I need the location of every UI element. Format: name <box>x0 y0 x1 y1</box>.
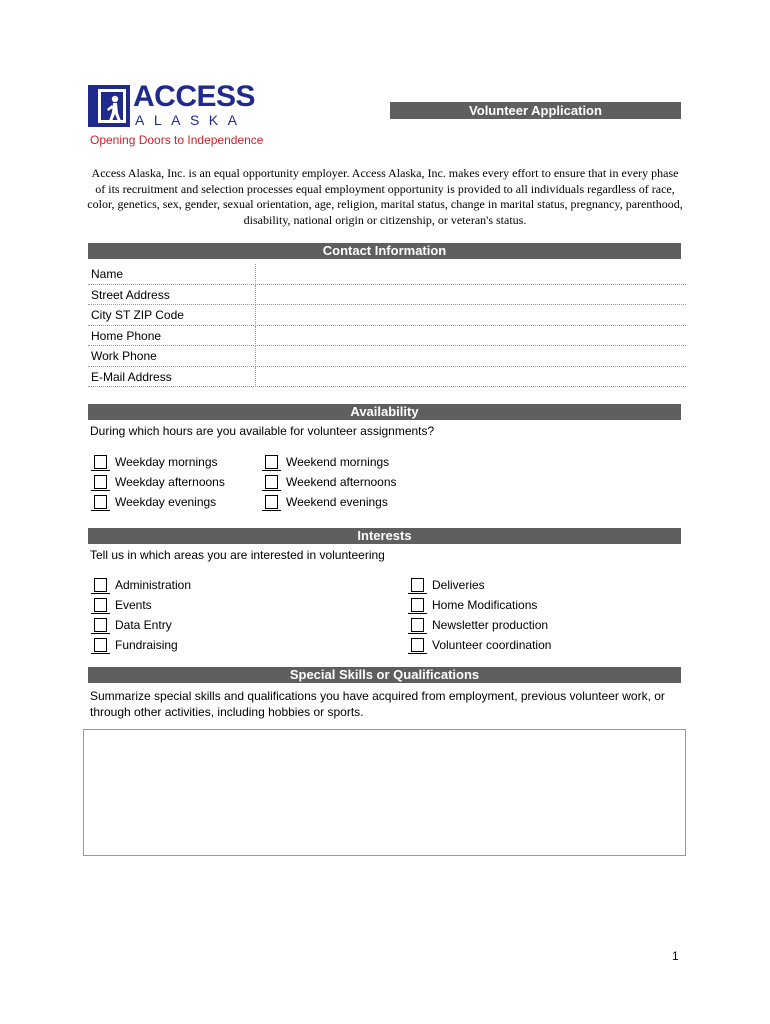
checkbox-volunteer-coordination[interactable] <box>411 635 551 655</box>
contact-label: Work Phone <box>91 349 157 363</box>
checkbox-box[interactable] <box>265 495 278 509</box>
checkbox-fundraising[interactable] <box>94 635 191 655</box>
checkbox-box[interactable] <box>265 475 278 489</box>
interests-left-group <box>94 575 191 655</box>
contact-label: E-Mail Address <box>91 369 172 384</box>
page-number: 1 <box>672 949 679 963</box>
street-address-field[interactable] <box>255 285 686 306</box>
contact-row-work-phone <box>88 346 686 367</box>
checkbox-data-entry[interactable] <box>94 615 191 635</box>
checkbox-deliveries[interactable] <box>411 575 551 595</box>
checkbox-box[interactable] <box>94 638 107 652</box>
name-field[interactable] <box>255 264 686 285</box>
checkbox-label: Events <box>115 598 152 612</box>
checkbox-weekday-afternoons[interactable] <box>94 472 225 492</box>
checkbox-box[interactable] <box>94 495 107 509</box>
checkbox-weekend-afternoons[interactable] <box>265 472 397 492</box>
checkbox-weekend-mornings[interactable] <box>265 452 397 472</box>
contact-label: Home Phone <box>91 328 162 343</box>
email-field[interactable] <box>255 367 686 388</box>
checkbox-weekday-mornings[interactable] <box>94 452 225 472</box>
logo-subword: ALASKA <box>135 112 247 128</box>
work-phone-field[interactable] <box>255 346 686 367</box>
home-phone-field[interactable] <box>255 326 686 347</box>
checkbox-administration[interactable] <box>94 575 191 595</box>
contact-table <box>88 264 686 387</box>
checkbox-label: Data Entry <box>115 618 172 632</box>
checkbox-weekday-evenings[interactable] <box>94 492 225 512</box>
checkbox-label: Home Modifications <box>432 598 538 612</box>
skills-heading: Special Skills or Qualifications <box>88 667 681 683</box>
checkbox-label: Administration <box>115 578 192 592</box>
availability-heading: Availability <box>88 404 681 420</box>
checkbox-newsletter-production[interactable] <box>411 615 551 635</box>
contact-label: Street Address <box>91 287 170 302</box>
checkbox-label: Fundraising <box>115 638 178 652</box>
checkbox-box[interactable] <box>411 618 424 632</box>
checkbox-label: Weekend evenings <box>286 495 388 509</box>
checkbox-home-modifications[interactable] <box>411 595 551 615</box>
interests-right-group <box>411 575 551 655</box>
checkbox-label: Newsletter production <box>432 618 549 632</box>
availability-weekend-group <box>265 452 397 512</box>
logo-mark-icon <box>88 85 130 127</box>
contact-row-street <box>88 285 686 306</box>
availability-weekday-group <box>94 452 225 512</box>
checkbox-box[interactable] <box>265 455 278 469</box>
checkbox-box[interactable] <box>411 598 424 612</box>
availability-prompt: During which hours are you available for volunteer assignments? <box>90 424 435 438</box>
checkbox-box[interactable] <box>94 618 107 632</box>
tagline: Opening Doors to Independence <box>90 133 264 147</box>
checkbox-weekend-evenings[interactable] <box>265 492 397 512</box>
checkbox-box[interactable] <box>94 578 107 592</box>
form-title: Volunteer Application <box>390 102 681 119</box>
checkbox-box[interactable] <box>94 598 107 612</box>
checkbox-label: Weekday afternoons <box>115 475 225 489</box>
interests-prompt: Tell us in which areas you are interested in volunteering <box>90 548 385 562</box>
contact-row-home-phone <box>88 326 686 347</box>
city-st-zip-field[interactable] <box>255 305 686 326</box>
checkbox-events[interactable] <box>94 595 191 615</box>
checkbox-label: Weekday mornings <box>115 455 218 469</box>
checkbox-box[interactable] <box>411 638 424 652</box>
contact-heading: Contact Information <box>88 243 681 259</box>
contact-row-name <box>88 264 686 285</box>
logo-wordmark: ACCESS <box>133 80 256 113</box>
contact-label: City ST ZIP Code <box>91 308 184 322</box>
checkbox-box[interactable] <box>94 455 107 469</box>
eeo-statement: Access Alaska, Inc. is an equal opportunity employer. Access Alaska, Inc. makes every effort to ensure that in every phase of its recruitment and selection processes equal employment opportunity is provided to all individuals regardless of race, color, genetics, sex, gender, sexual orientation, age, religion, marital status, change in marital status, pregnancy, parenthood, disability, national origin or citizenship, or veteran's status. <box>87 166 683 227</box>
checkbox-label: Deliveries <box>432 578 485 592</box>
checkbox-box[interactable] <box>411 578 424 592</box>
skills-prompt: Summarize special skills and qualifications you have acquired from employment, previous volunteer work, or through other activities, including hobbies or sports. <box>90 689 665 719</box>
checkbox-box[interactable] <box>94 475 107 489</box>
contact-row-city <box>88 305 686 326</box>
checkbox-label: Weekend afternoons <box>286 475 397 489</box>
checkbox-label: Weekend mornings <box>286 455 390 469</box>
checkbox-label: Weekday evenings <box>115 495 217 509</box>
contact-label: Name <box>91 267 124 281</box>
skills-textarea[interactable] <box>83 729 686 856</box>
interests-heading: Interests <box>88 528 681 544</box>
contact-row-email <box>88 367 686 388</box>
checkbox-label: Volunteer coordination <box>432 638 552 652</box>
